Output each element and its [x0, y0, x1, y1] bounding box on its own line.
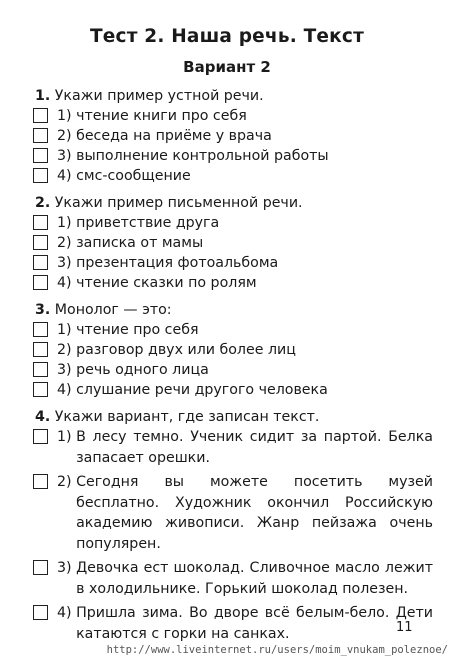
option-text: презентация фотоальбома	[76, 255, 279, 271]
option-text: Девочка ест шоколад. Сливочное масло лежит в холодильнике. Горький шоколад полезен.	[76, 560, 433, 597]
answer-option	[33, 472, 433, 554]
answer-option	[33, 380, 433, 400]
questions-list	[33, 86, 433, 651]
question-text	[35, 86, 433, 106]
answer-checkbox[interactable]	[33, 560, 48, 575]
answer-checkbox[interactable]	[33, 322, 48, 337]
question-4	[33, 407, 433, 644]
option-number: 2)	[57, 235, 72, 251]
option-number: 1)	[57, 429, 72, 445]
page-title: Тест 2. Наша речь. Текст	[89, 26, 365, 47]
option-number: 4)	[57, 168, 72, 184]
question-number: 2.	[35, 195, 51, 211]
answer-checkbox[interactable]	[33, 342, 48, 357]
option-number: 4)	[57, 382, 72, 398]
option-text: речь одного лица	[76, 362, 209, 378]
question-text	[35, 193, 433, 213]
question-3	[33, 300, 433, 400]
answer-checkbox[interactable]	[33, 275, 48, 290]
option-number: 1)	[57, 108, 72, 124]
option-text: чтение сказки по ролям	[76, 275, 257, 291]
option-number: 3)	[57, 148, 72, 164]
answer-checkbox[interactable]	[33, 128, 48, 143]
answer-option	[33, 126, 433, 146]
question-number: 4.	[35, 409, 51, 425]
answer-option	[33, 146, 433, 166]
answer-option	[33, 558, 433, 599]
answer-option	[33, 273, 433, 293]
answer-option	[33, 233, 433, 253]
option-number: 1)	[57, 215, 72, 231]
option-number: 2)	[57, 128, 72, 144]
option-text: разговор двух или более лиц	[76, 342, 296, 358]
answer-option	[33, 340, 433, 360]
question-text	[35, 407, 433, 427]
answer-checkbox[interactable]	[33, 108, 48, 123]
answer-checkbox[interactable]	[33, 235, 48, 250]
option-number: 1)	[57, 322, 72, 338]
variant-heading: Вариант 2	[183, 58, 271, 76]
option-number: 3)	[57, 362, 72, 378]
question-2	[33, 193, 433, 293]
answer-checkbox[interactable]	[33, 148, 48, 163]
question-prompt: Монолог — это:	[54, 302, 172, 318]
option-number: 2)	[57, 342, 72, 358]
option-text: В лесу темно. Ученик сидит за партой. Белка запасает орешки.	[76, 429, 433, 466]
option-text: выполнение контрольной работы	[76, 148, 329, 164]
option-number: 4)	[57, 605, 72, 621]
answer-checkbox[interactable]	[33, 168, 48, 183]
answer-option	[33, 253, 433, 273]
option-text: записка от мамы	[76, 235, 204, 251]
answer-checkbox[interactable]	[33, 362, 48, 377]
answer-option	[33, 427, 433, 468]
answer-checkbox[interactable]	[33, 429, 48, 444]
option-text: чтение книги про себя	[76, 108, 247, 124]
option-number: 4)	[57, 275, 72, 291]
answer-option	[33, 166, 433, 186]
option-text: смс-сообщение	[76, 168, 191, 184]
question-1	[33, 86, 433, 186]
answer-option	[33, 213, 433, 233]
answer-checkbox[interactable]	[33, 605, 48, 620]
footer-url[interactable]: http://www.liveinternet.ru/users/moim_vnukam_poleznoe/	[106, 644, 448, 656]
option-number: 3)	[57, 560, 72, 576]
question-number: 3.	[35, 302, 51, 318]
option-text: Сегодня вы можете посетить музей бесплатно. Художник окончил Российскую академию живописи. Жанр пейзажа очень популярен.	[76, 474, 433, 552]
answer-checkbox[interactable]	[33, 474, 48, 489]
question-prompt: Укажи пример письменной речи.	[54, 195, 303, 211]
question-prompt: Укажи вариант, где записан текст.	[54, 409, 320, 425]
answer-option	[33, 320, 433, 340]
option-text: Пришла зима. Во дворе всё белым-бело. Дети катаются с горки на санках.	[76, 605, 433, 642]
answer-checkbox[interactable]	[33, 382, 48, 397]
answer-option	[33, 603, 433, 644]
question-text	[35, 300, 433, 320]
option-text: слушание речи другого человека	[76, 382, 328, 398]
page-number: 11	[396, 620, 413, 635]
answer-option	[33, 106, 433, 126]
option-text: приветствие друга	[76, 215, 220, 231]
answer-option	[33, 360, 433, 380]
option-text: беседа на приёме у врача	[76, 128, 272, 144]
answer-checkbox[interactable]	[33, 215, 48, 230]
option-text: чтение про себя	[76, 322, 199, 338]
option-number: 3)	[57, 255, 72, 271]
option-number: 2)	[57, 474, 72, 490]
answer-checkbox[interactable]	[33, 255, 48, 270]
question-number: 1.	[35, 88, 51, 104]
question-prompt: Укажи пример устной речи.	[54, 88, 264, 104]
